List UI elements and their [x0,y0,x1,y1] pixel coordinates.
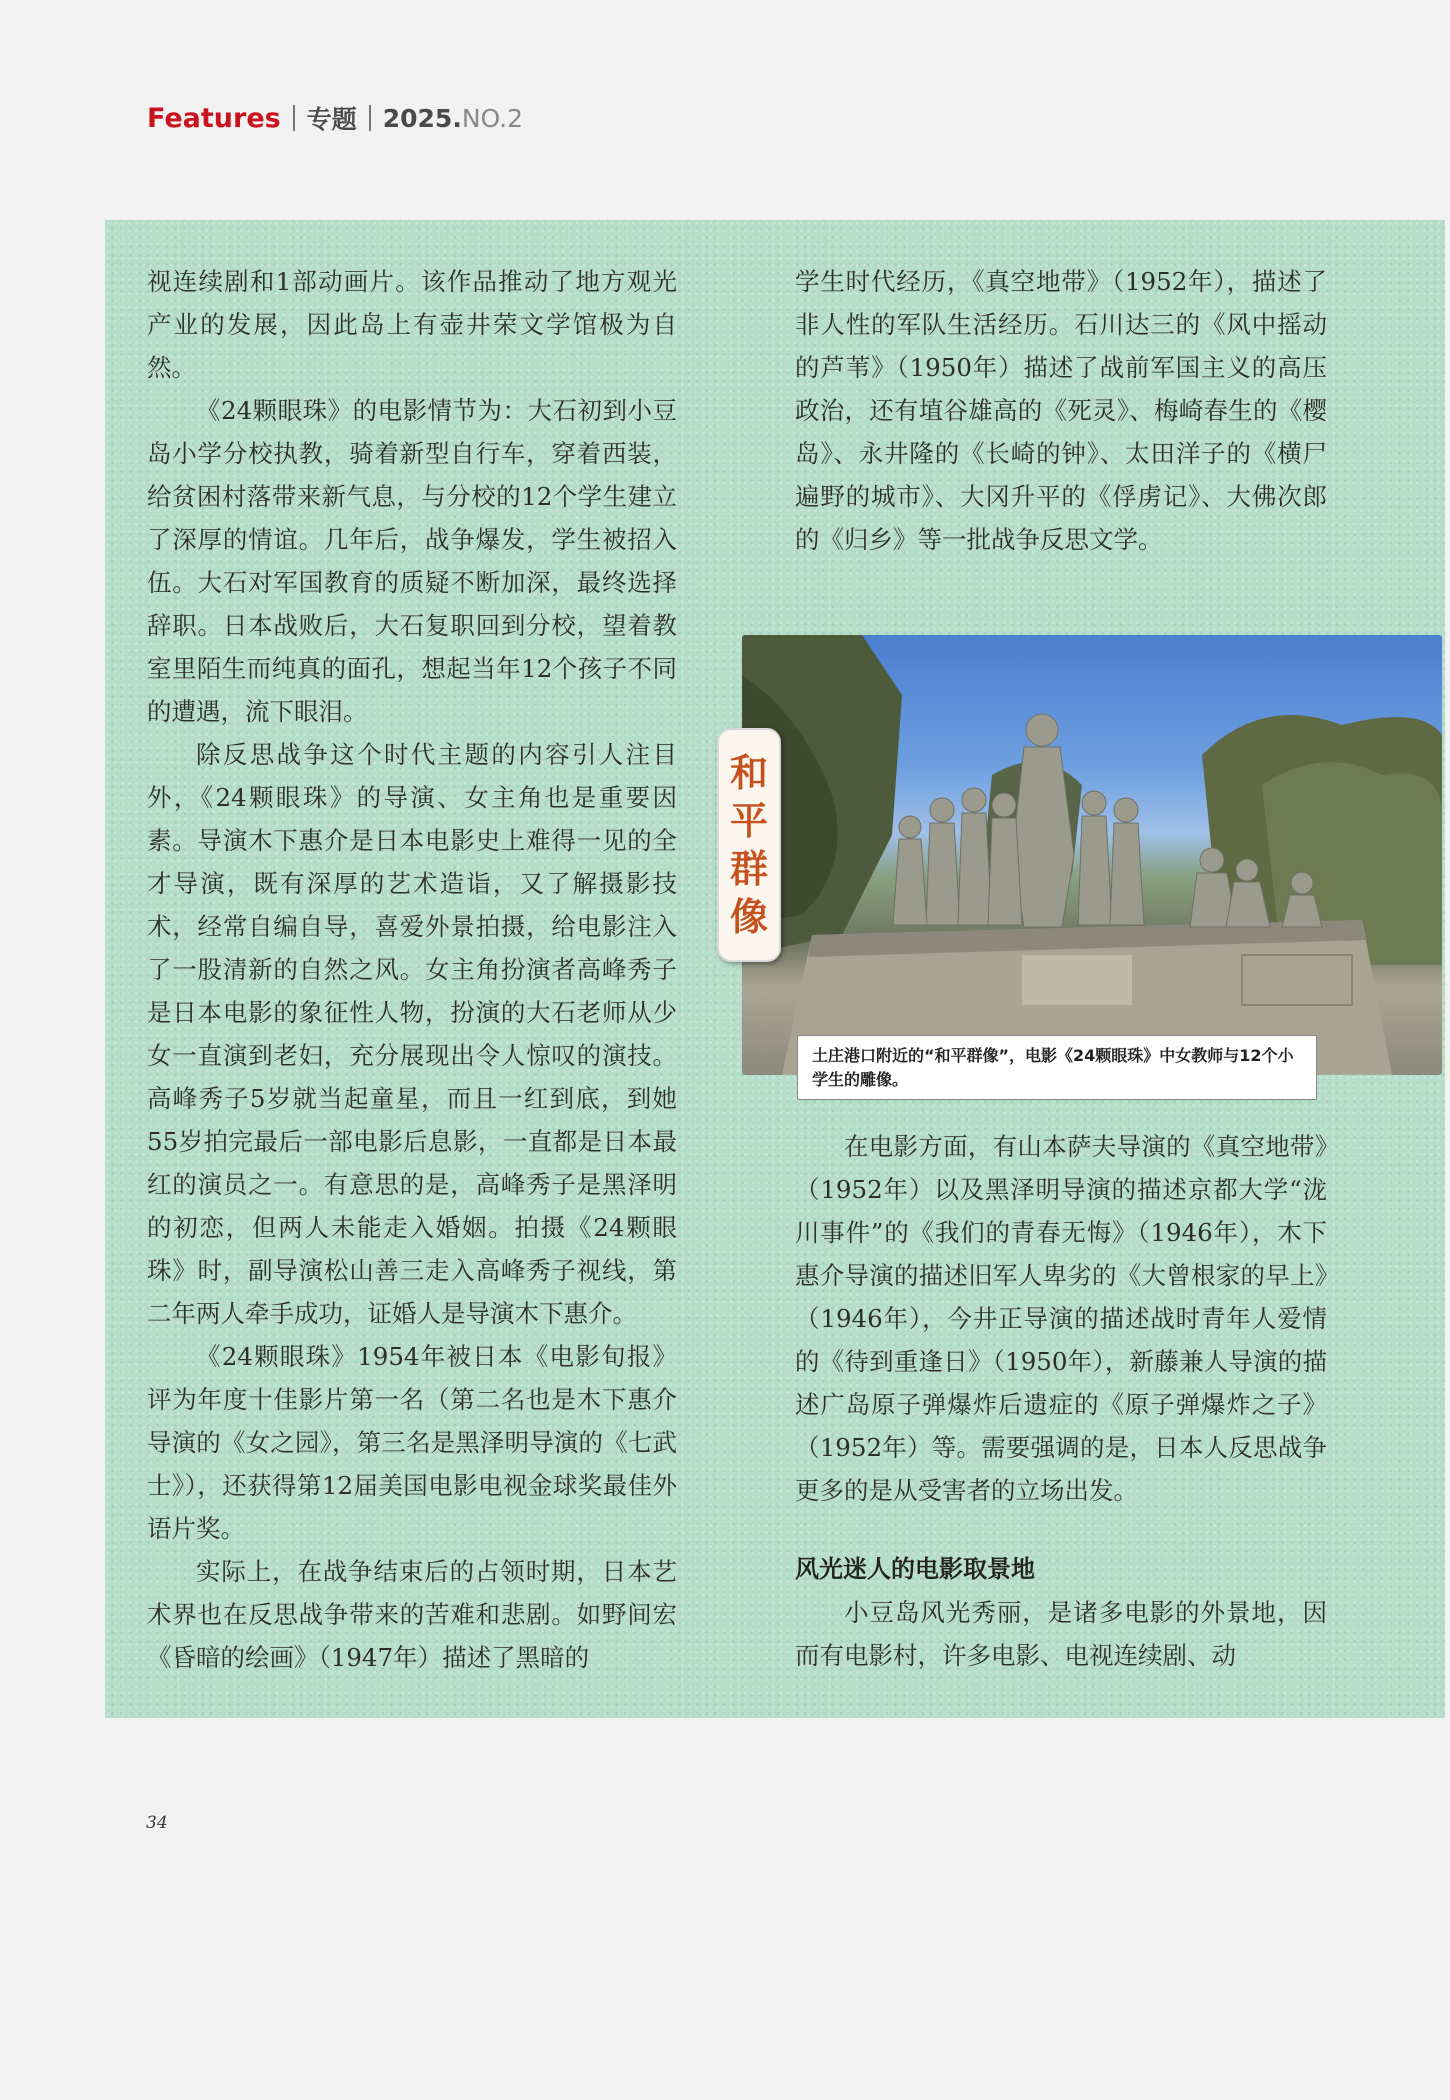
article-panel [105,220,1445,1718]
paragraph: 视连续剧和1部动画片。该作品推动了地方观光产业的发展，因此岛上有壶井荣文学馆极为自然。 [147,267,677,382]
statue-illustration [742,635,1442,1075]
right-column-bottom [795,1125,1327,1677]
title-char: 平 [729,799,768,843]
title-char: 和 [729,751,768,795]
issue-number: NO.2 [461,103,524,133]
header-divider [369,105,371,131]
paragraph: 学生时代经历，《真空地带》（1952年），描述了非人性的军队生活经历。石川达三的《风中摇动的芦苇》（1950年）描述了战前军国主义的高压政治，还有埴谷雄高的《死灵》、梅崎春生的《樱岛》、永井隆的《长崎的钟》、太田洋子的《横尸遍野的城市》、大冈升平的《俘虏记》、大佛次郎的《归乡》等一批战争反思文学。 [795,267,1327,554]
right-column-top [795,260,1327,561]
photo-caption: 土庄港口附近的“和平群像”，电影《24颗眼珠》中女教师与12个小学生的雕像。 [797,1035,1317,1100]
paragraph: 除反思战争这个时代主题的内容引人注目外，《24颗眼珠》的导演、女主角也是重要因素。导演木下惠介是日本电影史上难得一见的全才导演，既有深厚的艺术造诣，又了解摄影技术，经常自编自导，喜爱外景拍摄，给电影注入了一股清新的自然之风。女主角扮演者高峰秀子是日本电影的象征性人物，扮演的大石老师从少女一直演到老妇，充分展现出令人惊叹的演技。高峰秀子5岁就当起童星，而且一红到底，到她55岁拍完最后一部电影后息影，一直都是日本最红的演员之一。有意思的是，高峰秀子是黑泽明的初恋，但两人未能走入婚姻。拍摄《24颗眼珠》时，副导演松山善三走入高峰秀子视线，第二年两人牵手成功，证婚人是导演木下惠介。 [147,740,677,1328]
running-header [147,98,523,138]
title-char: 像 [729,895,768,939]
header-divider [293,105,295,131]
paragraph: 《24颗眼珠》的电影情节为：大石初到小豆岛小学分校执教，骑着新型自行车，穿着西装，给贫困村落带来新气息，与分校的12个学生建立了深厚的情谊。几年后，战争爆发，学生被招入伍。大石对军国教育的质疑不断加深，最终选择辞职。日本战败后，大石复职回到分校，望着教室里陌生而纯真的面孔，想起当年12个孩子不同的遭遇，流下眼泪。 [147,396,677,726]
paragraph: 小豆岛风光秀丽，是诸多电影的外景地，因而有电影村，许多电影、电视连续剧、动 [795,1598,1327,1670]
paragraph: 实际上，在战争结束后的占领时期，日本艺术界也在反思战争带来的苦难和悲剧。如野间宏《昏暗的绘画》（1947年）描述了黑暗的 [147,1557,677,1672]
photo-title-tag [717,728,781,962]
section-label: 专题 [306,105,357,134]
title-char: 群 [729,847,768,891]
paragraph: 在电影方面，有山本萨夫导演的《真空地带》（1952年）以及黑泽明导演的描述京都大学“泷川事件”的《我们的青春无悔》（1946年），木下惠介导演的描述旧军人卑劣的《大曾根家的早上》（1946年），今井正导演的描述战时青年人爱情的《待到重逢日》（1950年），新藤兼人导演的描述广岛原子弹爆炸后遗症的《原子弹爆炸之子》（1952年）等。需要强调的是，日本人反思战争更多的是从受害者的立场出发。 [795,1132,1327,1505]
issue-year: 2025. [382,103,462,133]
magazine-brand: Features [147,102,281,134]
peace-statue-photo [742,635,1442,1075]
left-column [147,260,677,1679]
paragraph: 《24颗眼珠》1954年被日本《电影旬报》评为年度十佳影片第一名（第二名也是木下惠介导演的《女之园》，第三名是黑泽明导演的《七武士》），还获得第12届美国电影电视金球奖最佳外语片奖。 [147,1342,677,1543]
section-heading: 风光迷人的电影取景地 [795,1555,1035,1583]
page-number: 34 [146,1813,168,1833]
